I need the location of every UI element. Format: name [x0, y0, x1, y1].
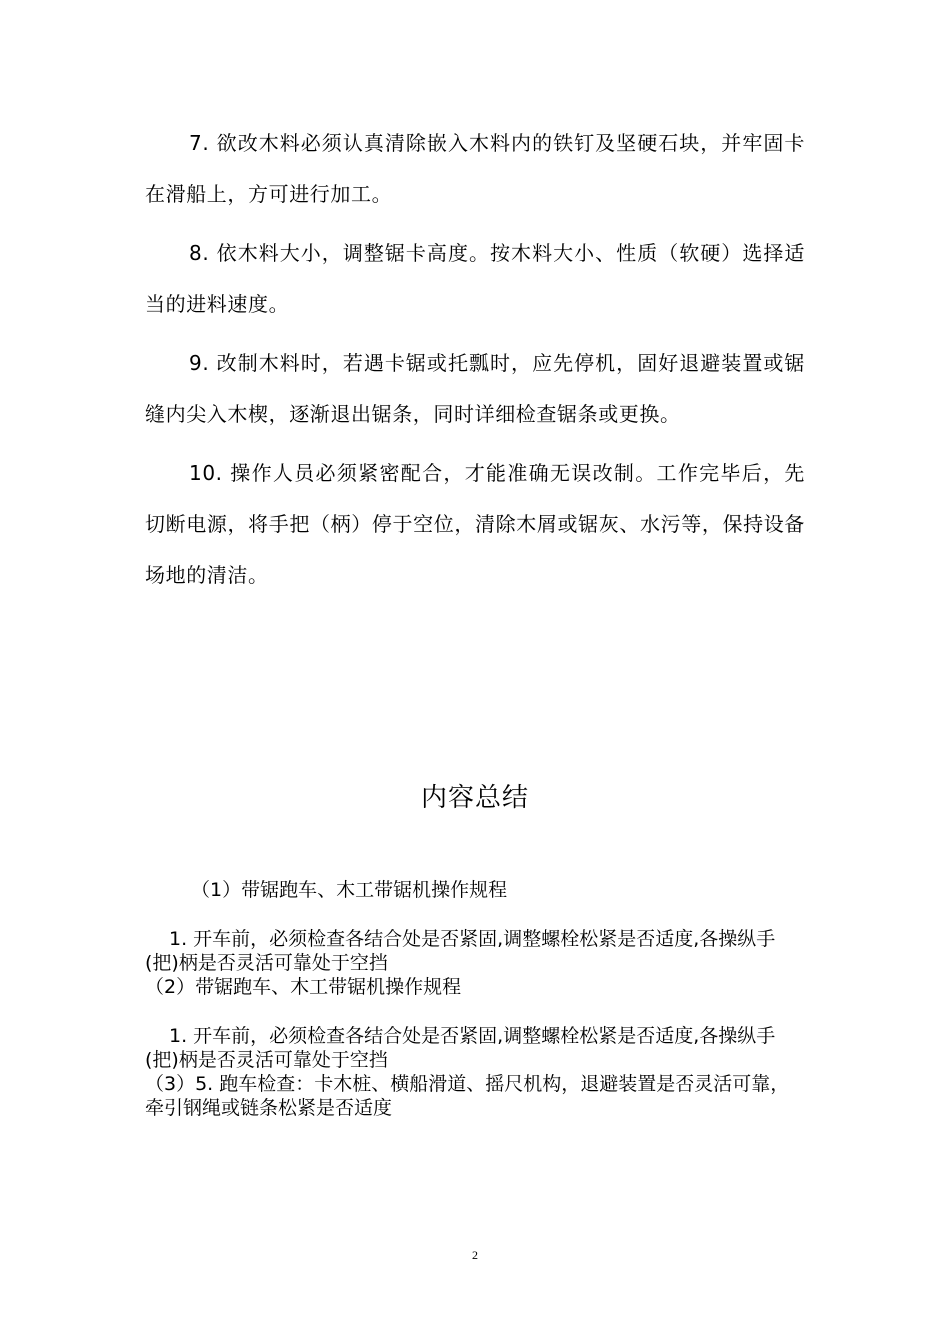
- body-section: [145, 118, 805, 609]
- paragraph-9: 9. 改制木料时，若遇卡锯或托瓢时，应先停机，固好退避装置或锯缝内尖入木楔，逐渐退出锯条，同时详细检查锯条或更换。: [145, 351, 805, 426]
- summary-item-3: （3）5. 跑车检查：卡木桩、横船滑道、摇尺机构，退避装置是否灵活可靠，牵引钢绳或链条松紧是否适度: [145, 1073, 790, 1119]
- paragraph-8: 8. 依木料大小，调整锯卡高度。按木料大小、性质（软硬）选择适当的进料速度。: [145, 241, 805, 316]
- summary-title: 内容总结: [420, 783, 529, 813]
- summary-heading-1: （1）带锯跑车、木工带锯机操作规程: [191, 879, 508, 901]
- paragraph-7: 7. 欲改木料必须认真清除嵌入木料内的铁钉及坚硬石块，并牢固卡在滑船上，方可进行加工。: [145, 131, 805, 206]
- summary-heading-2: （2）带锯跑车、木工带锯机操作规程: [145, 976, 462, 998]
- page-number: 2: [472, 1248, 478, 1262]
- summary-item-2: 1. 开车前，必须检查各结合处是否紧固,调整螺栓松紧是否适度,各操纵手(把)柄是否灵活可靠处于空挡: [145, 1025, 776, 1071]
- paragraph-10: 10. 操作人员必须紧密配合，才能准确无误改制。工作完毕后，先切断电源，将手把（柄）停于空位，清除木屑或锯灰、水污等，保持设备场地的清洁。: [145, 461, 805, 587]
- summary-item-1: 1. 开车前，必须检查各结合处是否紧固,调整螺栓松紧是否适度,各操纵手(把)柄是否灵活可靠处于空挡: [145, 928, 776, 974]
- summary-section: [145, 878, 807, 1120]
